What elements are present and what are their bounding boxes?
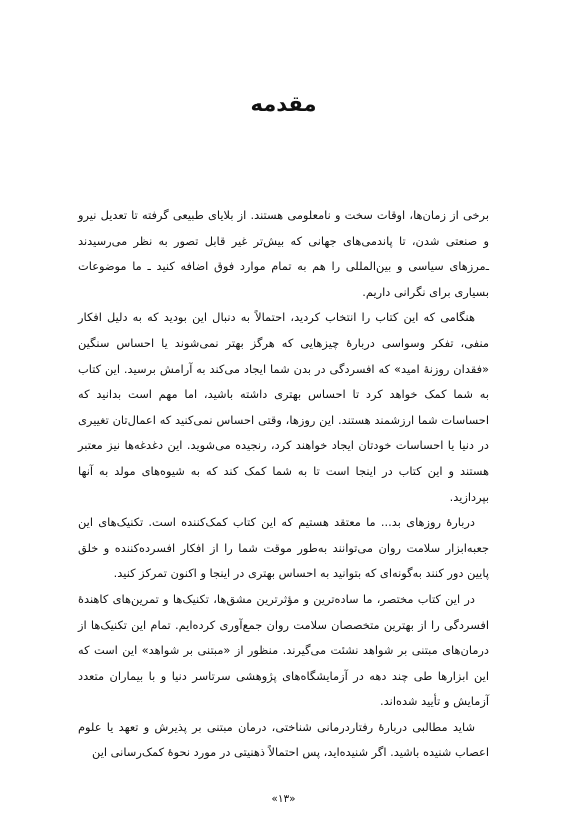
paragraph-4: در این کتاب مختصر، ما ساده‌ترین و مؤثرترین مشق‌ها، تکنیک‌ها و تمرین‌های کاهندهٔ افسردگی را از بهترین متخصصان سلامت روان جمع‌آوری کرده‌ایم. تمام این تکنیک‌ها از درمان‌های مبتنی بر شواهد نشئت می‌گیرند. منظور از «مبتنی بر شواهد» این است که این ابزارها طی چند دهه در آزمایشگاه‌های پژوهشی سرتاسر دنیا و با بیماران متعدد آزمایش و تأیید شده‌اند. — [78, 591, 489, 709]
page-number: «۱۳» — [271, 793, 296, 805]
paragraph-1: برخی از زمان‌ها، اوقات سخت و نامعلومی هستند. از بلایای طبیعی گرفته تا تعدیل نیرو و صنعتی شدن، تا پاندمی‌های جهانی که بیش‌تر غیر قابل تصور به نظر می‌رسیدند ـ‌مرزهای سیاسی و بین‌المللی را هم به تمام موارد فوق اضافه کنید ـ ما موضوعات بسیاری برای نگرانی داریم. — [78, 208, 489, 299]
paragraph-5: شاید مطالبی دربارهٔ رفتاردرمانی شناختی، درمان مبتنی بر پذیرش و تعهد یا علوم اعصاب شنیده باشید. اگر شنیده‌اید، پس احتمالاً ذهنیتی در مورد نحوهٔ کمک‌رسانی این — [78, 719, 489, 760]
body-text — [78, 203, 489, 766]
paragraph-3: دربارهٔ روزهای بد... ما معتقد هستیم که این کتاب کمک‌کننده است. تکنیک‌های این جعبه‌ابزار سلامت روان می‌توانند به‌طور موقت شما را از افکار افسرده‌کننده و خلق پایین دور کنند به‌گونه‌ای که بتوانید به احساس بهتری در اینجا و اکنون تمرکز کنید. — [78, 515, 489, 581]
page-title: مقدمه — [250, 92, 317, 116]
paragraph-2: هنگامی که این کتاب را انتخاب کردید، احتمالاً به دنبال این بودید که به دلیل افکار منفی، تفکر وسواسی دربارهٔ چیزهایی که هرگز بهتر نمی‌شوند یا احساس سنگین «فقدان روزنهٔ امید» که افسردگی در بدن شما ایجاد می‌کند به آرامش برسید. این کتاب به شما کمک خواهد کرد تا احساس بهتری داشته باشید، اما مهم است بدانید که احساسات شما ارزشمند هستند. این روزها، وقتی احساس نمی‌کنید که اعمال‌تان تغییری در دنیا یا احساسات خودتان ایجاد خواهند کرد، رنجیده می‌شوید. این دغدغه‌ها نیز معتبر هستند و این کتاب در اینجا است تا به شما کمک کند که به شیوه‌های مولد به آنها بپردازید. — [78, 310, 489, 504]
